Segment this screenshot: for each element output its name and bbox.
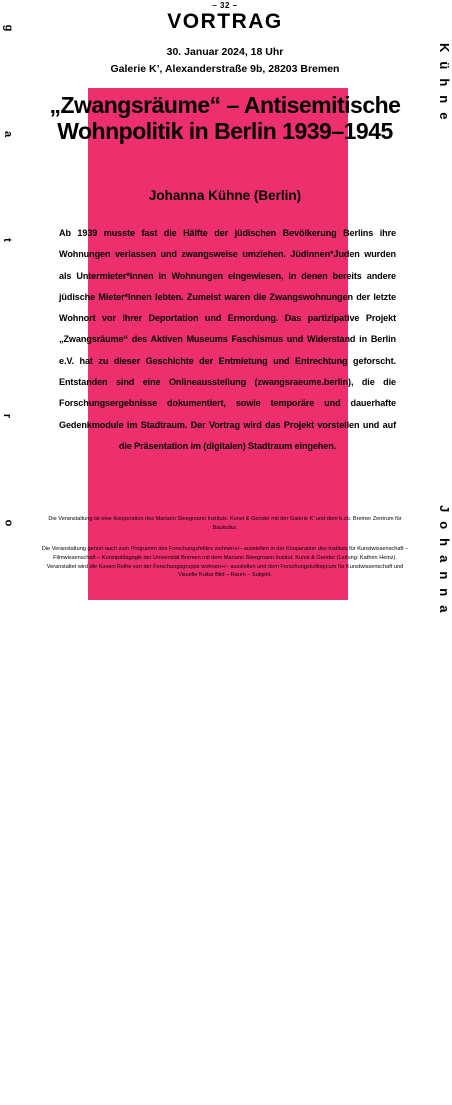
program-credits: Die Veranstaltung gehört auch zum Programm des Forschungsfeldes wohnen+/– ausstellen in der Kooperation des Instituts für Kunstwissenschaft – Filmwissenschaft – Kunstpädagogik der Universität Bremen mit dem Mariann Steegmann Institut. Kunst & Gender (Leitung: Kathrin Heinz). Veranstaltet wird die Kuvert-Reihe von der Forschungsgruppe wohnen+/– ausstellen und dem Forschungskolloquium für Kunstwissenschaft und Visuelle Kultur Bild – Raum – Subjekt. — [41, 546, 409, 579]
page-number: – 32 – — [212, 1, 238, 10]
cooperation-credits: Die Veranstaltung ist eine Kooperation des Mariann Steegmann Instituts. Kunst & Gender mit der Galerie K’ und dem b.zb. Bremer Zentrum für Baukultur. — [48, 516, 402, 531]
left-letter: a — [2, 130, 15, 138]
lecture-title: „Zwangsräume“ – Antisemitische Wohnpolitik in Berlin 1939–1945 — [49, 92, 401, 144]
right-vertical-surname: Kühne — [437, 43, 452, 129]
left-letter: r — [1, 413, 14, 419]
event-type-heading: VORTRAG — [167, 10, 283, 33]
right-vertical-lettering — [430, 0, 452, 622]
event-venue: Galerie K’, Alexanderstraße 9b, 28203 Bremen — [110, 63, 340, 75]
left-letter: o — [2, 519, 15, 527]
right-vertical-firstname: Johanna — [437, 505, 452, 622]
lecture-author: Johanna Kühne (Berlin) — [148, 188, 302, 203]
lecture-abstract: Ab 1939 musste fast die Hälfte der jüdischen Bevölkerung Berlins ihre Wohnungen verlassen und zwangsweise umziehen. Jüdinnen*Juden wurden als Untermieter*innen in Wohnungen eingewiesen, in denen bereits andere jüdische Mieter*Innen lebten. Zumeist waren die Zwangswohnungen der letzte Wohnort vor ihrer Deportation und Ermordung. Das partizipative Projekt „Zwangsräume“ des Aktiven Museums Faschismus und Widerstand in Berlin e.V. hat zu dieser Geschichte der Entmietung und Entrechtung geforscht. Entstanden sind eine Onlineausstellung (zwangsraeume.berlin), die die Forschungsergebnisse dokumentiert, sowie temporäre und dauerhafte Gedenkmodule im Stadtraum. Der Vortrag wird das Projekt vorstellen und auf die Präsentation im (digitalen) Stadtraum eingehen. — [59, 228, 396, 451]
left-vertical-lettering — [2, 0, 18, 600]
left-letter: t — [0, 238, 13, 242]
event-date-time: 30. Januar 2024, 18 Uhr — [166, 46, 284, 58]
left-letter: g — [2, 24, 15, 32]
